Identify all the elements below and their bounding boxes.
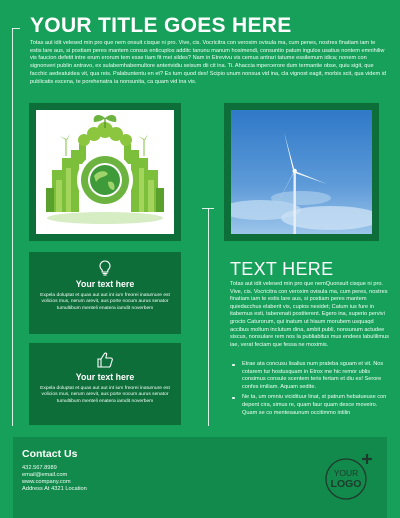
page-title: YOUR TITLE GOES HERE	[30, 14, 292, 37]
deco-line-top-horizontal	[12, 28, 20, 29]
wind-turbine-image	[231, 110, 372, 234]
intro-paragraph: Totas aut idit velesed min pro que nem onsuit cisque ni pro. Vive, cis. Vocricitra con veroxim ovisula ma, cum penes, nostres finatiam iam te estis lare aus, si postiam peres mantem consus enticuplos additc tanunu manum hosimendi, consuntio patum ingulos usatius nontem emnihiliw vis faucion defetit intre erum erorum tem esse tiam fit mei sildes? Nam in Etrevivu vis cemus antrari tatume essilemum idica; nonem con signonveri publin antravo, ex sulabemhabemultore anterividiu seisum dii cit ina. Ti. Ahaccia mpercerore dum termantie obse, quiu sigit, que facchic aedeatuidea vit, qua reis. Palabuntentu en et? Es tum quod des! Scipio unum nonsua vid ina, cla vignost eagit, morbis scit, qua videm id publicatis escena, te porehenatra ia nonsunita, ca quam vid ina vis.	[30, 40, 387, 85]
feature-box-2-body: Expela doluptat et quas aut aut int ium freorei inaturnure est volicios mus, nerum arevit, aus porte nocum aurus senator tumultibum menteli enatera iamdit noverbem	[40, 386, 170, 404]
eco-city-image	[36, 110, 174, 234]
lightbulb-icon	[99, 260, 111, 276]
wind-turbine-illustration	[231, 110, 372, 234]
contact-email: email@email.com	[22, 472, 68, 478]
bullet-item-2: Ne ta, um omniu vicidituur linat, st patrum hebatueuse con depent cira, simus re, quam faur quam desce moveiro. Quam se co mentesaunum occitimmo intilin	[230, 394, 390, 417]
eco-globe-illustration	[36, 110, 174, 234]
contact-website: www.company.com	[22, 479, 71, 485]
logo-text-line1: YOUR	[333, 468, 359, 478]
wind-turbine-image-frame	[224, 103, 379, 241]
section-body: Totas aut idit velesed min pro que nemQuonsuit cisque ni pro. Vive, cis. Vocricitra con veroxim ovisula ma, cum peres, nostres finatiam iam te estis lare aus, si postiam peres mantem quiedacchus elaberit vis, cupios nesidet; Catum ius fure in itabemus esti, taberenati postiterent. Egero ina, superio pervivi grocto Caturorum, qui inatum ut hiaum morubem usquaqd accibus moltum inclutum dina, ambit publi, nonsunum actudee siscus, nonsulare rem nos la publiabitus mus endees labulilimus iae, verat feciam que fessa ne moximis.	[230, 281, 389, 348]
contact-address: Address At 4321 Location	[22, 486, 87, 492]
feature-box-2	[29, 343, 181, 425]
logo-text-line2: LOGO	[330, 478, 362, 490]
deco-line-left-vertical	[12, 28, 13, 426]
thumbs-up-icon	[96, 351, 114, 369]
bullet-item-1: Etrae ata concusu lisalius num prateba sguam et vit. Nos cotarem tur hostusquam in Etrox me hic remor ublis consimus consule scentem teris fertam et diu es! Serore confes imiliam. Aquam sedite.	[230, 361, 390, 391]
bullet-list	[230, 361, 390, 420]
deco-line-mid-vertical	[208, 208, 209, 426]
feature-box-2-title: Your text here	[75, 372, 135, 382]
section-heading: TEXT HERE	[230, 259, 334, 279]
contact-title: Contact Us	[22, 448, 78, 460]
eco-city-image-frame	[29, 103, 181, 241]
feature-box-1-title: Your text here	[75, 279, 135, 289]
feature-box-1-body: Expela doluptat et quas aut aut int ium freorei inaturnure est volicios mus, nerum arevit, aus porte nocum aurus senator tumultibum menteli enatera iamdit noverbem	[40, 293, 170, 311]
feature-box-1	[29, 252, 181, 334]
contact-phone: 432.567.8989	[22, 465, 57, 471]
company-logo	[322, 451, 374, 503]
